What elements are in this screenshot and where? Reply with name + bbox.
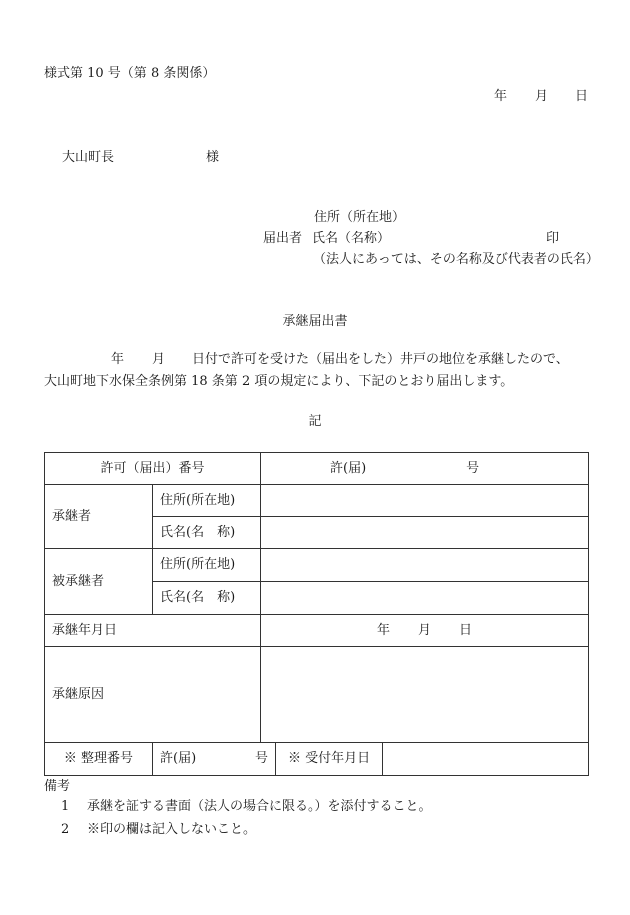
successor-label: 承継者 xyxy=(45,485,153,549)
succession-form-table xyxy=(44,452,589,776)
successor-address-field[interactable] xyxy=(261,485,589,517)
table-row xyxy=(45,485,589,517)
note-item xyxy=(61,799,432,815)
table-row xyxy=(45,615,589,647)
succession-reason-label: 承継原因 xyxy=(45,647,261,743)
seal-mark: 印 xyxy=(546,231,560,246)
table-row xyxy=(45,549,589,582)
reference-value-prefix: 許(届) xyxy=(160,751,197,766)
body-year: 年 xyxy=(111,352,125,367)
succession-date-field[interactable] xyxy=(261,615,589,647)
body-month: 月 xyxy=(152,352,166,367)
succession-reason-field[interactable] xyxy=(261,647,589,743)
table-row xyxy=(45,647,589,743)
permit-number-value[interactable] xyxy=(261,453,589,485)
note-number: 2 xyxy=(61,822,70,837)
table-row xyxy=(45,743,589,776)
document-title: 承継届出書 xyxy=(282,314,348,329)
predecessor-name-field[interactable] xyxy=(261,582,589,615)
note-item xyxy=(61,822,256,838)
notes-heading: 備考 xyxy=(44,779,71,794)
applicant-name-row xyxy=(263,231,390,247)
predecessor-address-label: 住所(所在地) xyxy=(153,549,261,582)
applicant-name-label: 氏名（名称） xyxy=(312,231,391,246)
predecessor-address-field[interactable] xyxy=(261,549,589,582)
succession-date-month: 月 xyxy=(418,622,432,638)
reference-value-suffix: 号 xyxy=(255,751,269,766)
succession-date-day: 日 xyxy=(459,622,473,638)
note-text: ※印の欄は記入しないこと。 xyxy=(87,822,257,837)
predecessor-name-label: 氏名(名 称) xyxy=(153,582,261,615)
reference-number-label: ※ 整理番号 xyxy=(45,743,153,776)
addressee-name: 大山町長 xyxy=(62,150,115,165)
reference-number-field[interactable] xyxy=(153,743,276,776)
date-month-label: 月 xyxy=(535,89,549,104)
table-row xyxy=(45,453,589,485)
permit-value-prefix: 許(届) xyxy=(330,460,367,476)
body-line-2: 大山町地下水保全条例第 18 条第 2 項の規定により、下記のとおり届出します。 xyxy=(44,374,514,389)
predecessor-label: 被承継者 xyxy=(45,549,153,615)
addressee-honorific: 様 xyxy=(206,150,220,165)
successor-address-label: 住所(所在地) xyxy=(153,485,261,517)
successor-name-field[interactable] xyxy=(261,517,589,549)
succession-date-label: 承継年月日 xyxy=(45,615,261,647)
applicant-address-label: 住所（所在地） xyxy=(314,210,406,225)
succession-date-year: 年 xyxy=(376,622,390,638)
permit-value-suffix: 号 xyxy=(466,460,480,476)
body-rest: 日付で許可を受けた（届出をした）井戸の地位を承継したので、 xyxy=(192,352,569,367)
date-year-label: 年 xyxy=(494,89,508,104)
note-text: 承継を証する書面（法人の場合に限る。）を添付すること。 xyxy=(87,799,432,814)
date-day-label: 日 xyxy=(575,89,589,104)
form-number: 様式第 10 号（第 8 条関係） xyxy=(44,66,216,81)
applicant-role-label: 届出者 xyxy=(263,231,303,246)
permit-number-label: 許可（届出）番号 xyxy=(45,453,261,485)
successor-name-label: 氏名(名 称) xyxy=(153,517,261,549)
addressee xyxy=(62,150,219,166)
corporation-note: （法人にあっては、その名称及び代表者の氏名） xyxy=(313,252,599,267)
ki-heading: 記 xyxy=(308,414,322,429)
received-date-field[interactable] xyxy=(383,743,589,776)
submission-date xyxy=(494,89,588,105)
body-line-1 xyxy=(111,352,569,368)
note-number: 1 xyxy=(61,799,70,814)
received-date-label: ※ 受付年月日 xyxy=(276,743,383,776)
